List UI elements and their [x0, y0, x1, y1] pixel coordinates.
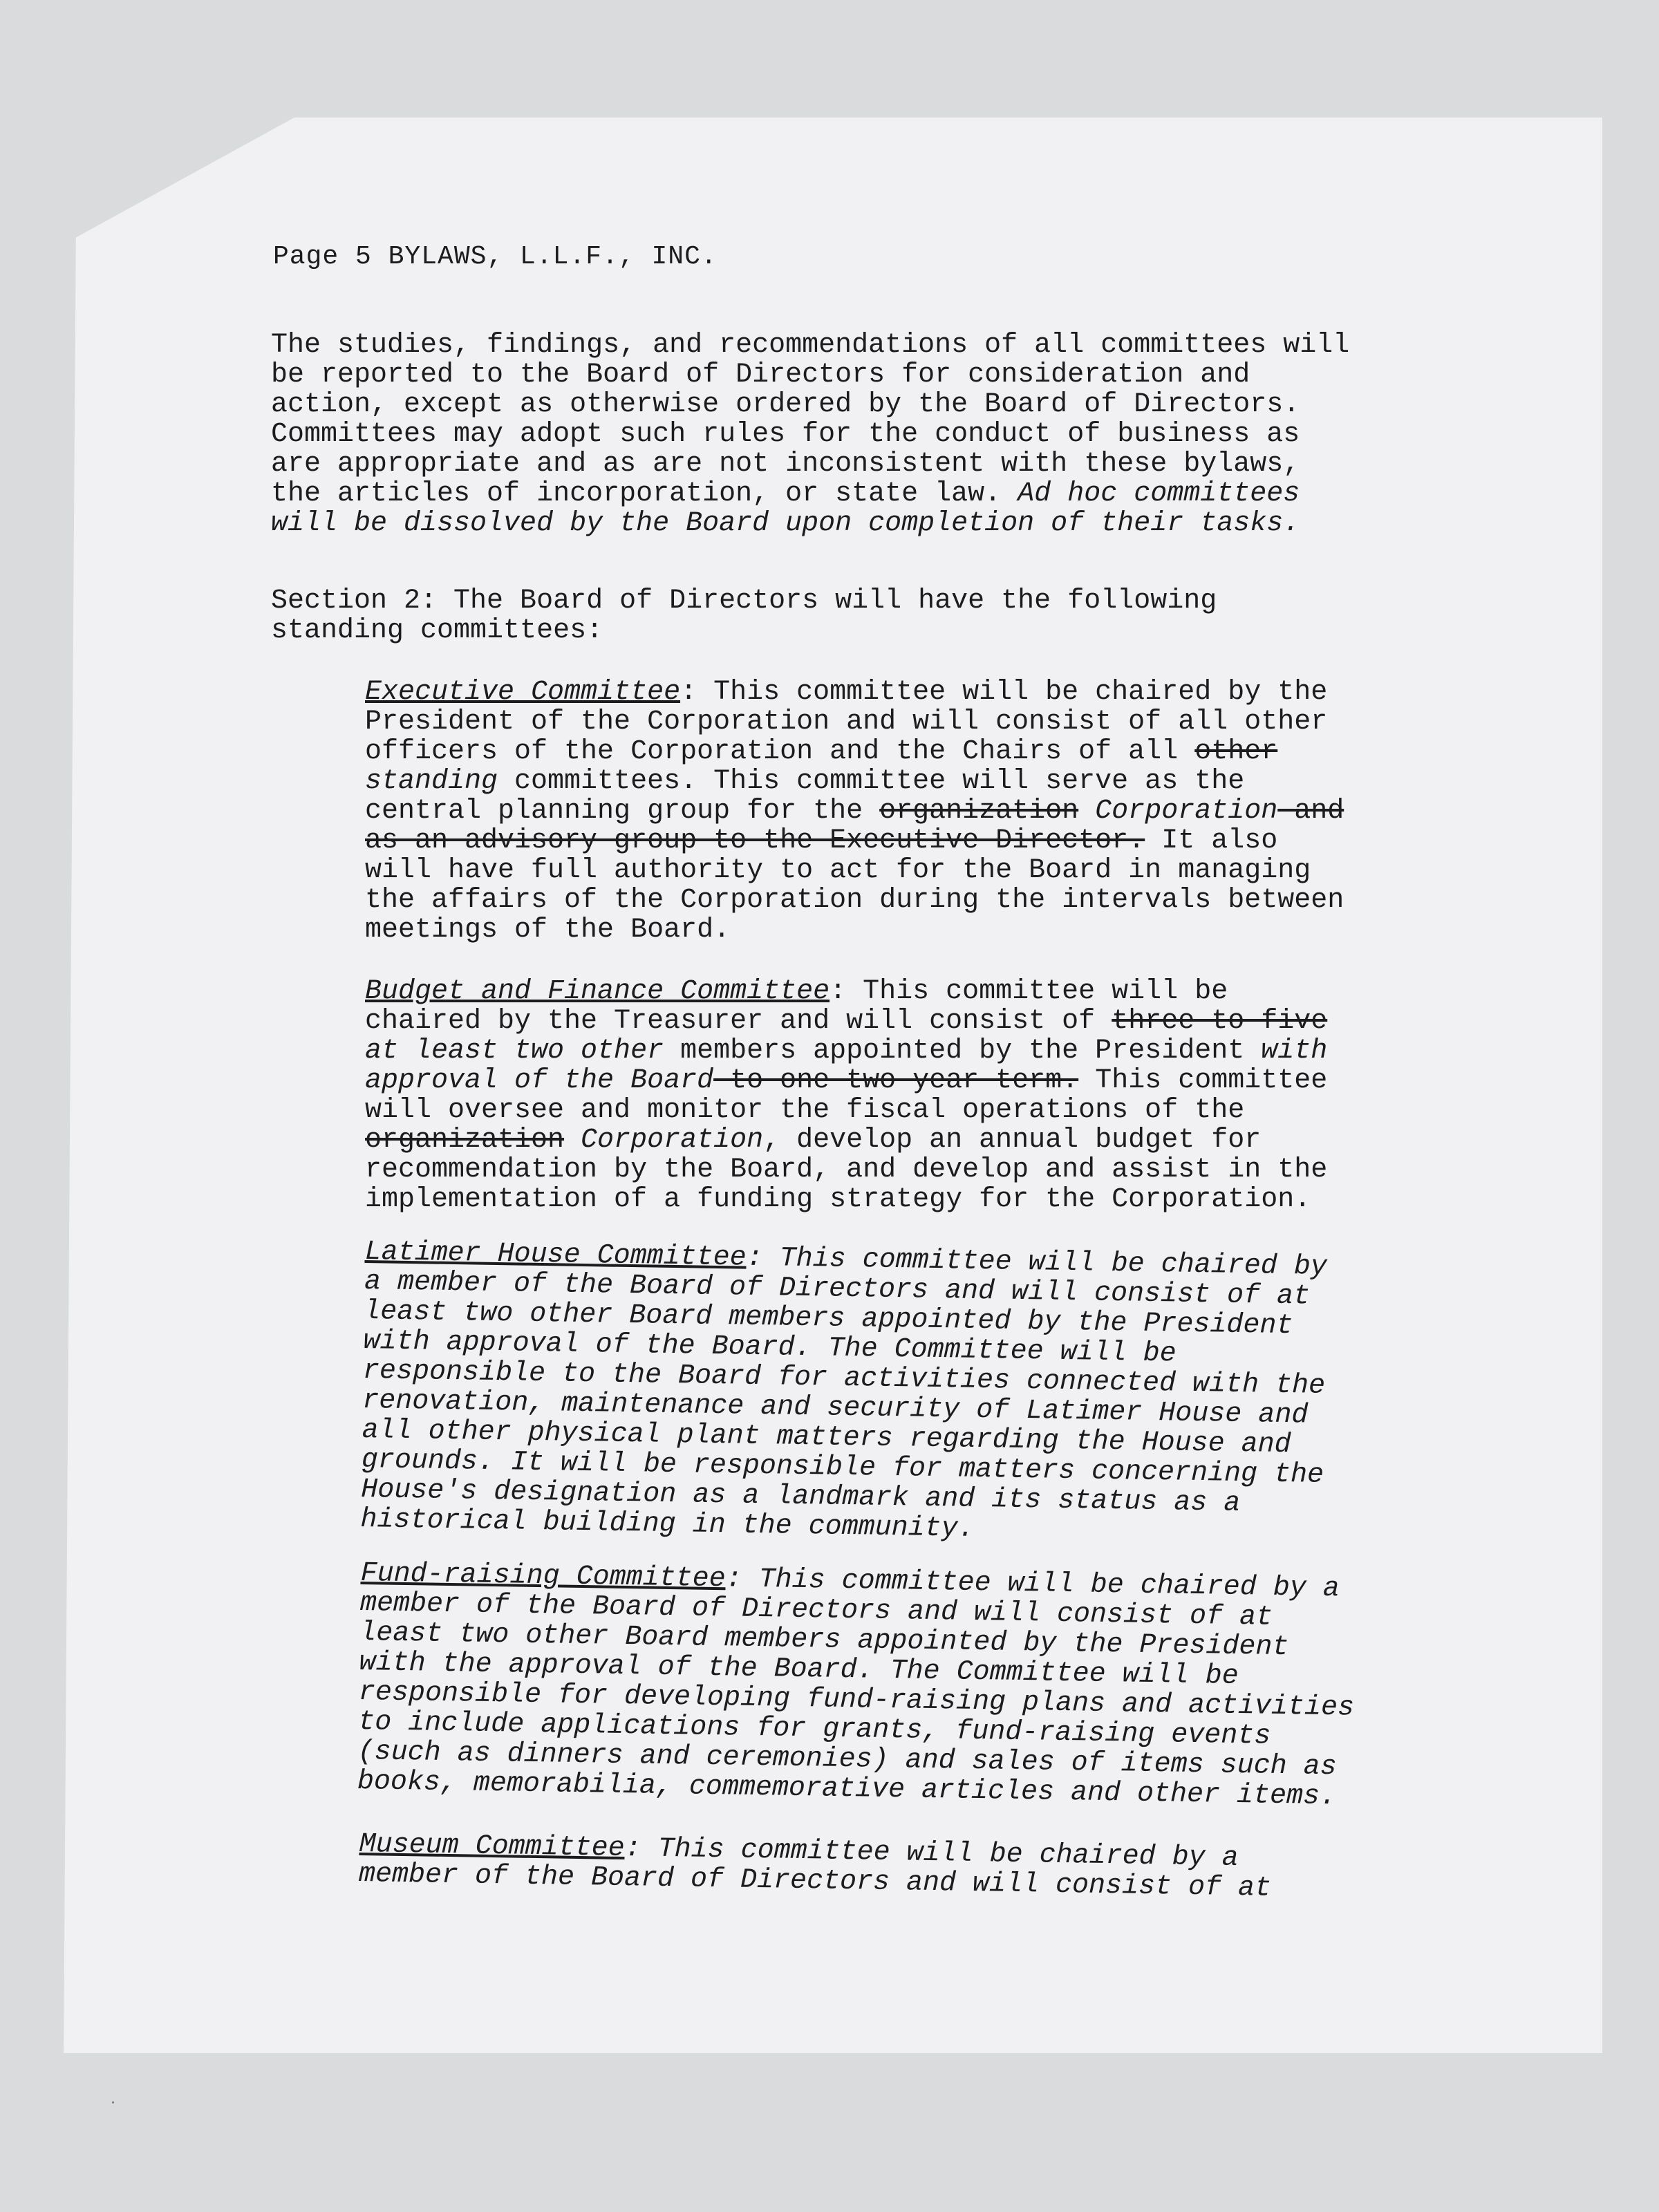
budget-text-4: , develop an annual budget for recommendation by the Board, and develop and assist in the implementation of a funding strategy for the Corporation.	[365, 1125, 1328, 1215]
museum-text: : This committee will be chaired by a member of the Board of Directors and will consist of at	[358, 1833, 1272, 1904]
budget-text-1: : This committee will be chaired by the Treasurer and will consist of	[365, 976, 1228, 1037]
latimer-house-committee-title: Latimer House Committee	[364, 1237, 747, 1274]
executive-text-3: It also will have full authority to act for the Board in managing the affairs of the Corporation during the intervals between meetings of the Board.	[365, 825, 1344, 946]
executive-struck-3: and as an advisory group to the Executive Director.	[365, 796, 1344, 856]
budget-inserted-2: with approval of the Board	[365, 1035, 1328, 1096]
section-2-paragraph: Section 2: The Board of Directors will have the following standing committees:	[271, 585, 1217, 646]
executive-struck-1: other	[1194, 736, 1278, 767]
executive-inserted-1: standing	[365, 766, 498, 797]
executive-text-2: committees. This committee will serve as the central planning group for the	[365, 766, 1245, 827]
executive-struck-2: organization	[879, 796, 1079, 827]
museum-committee-title: Museum Committee	[359, 1829, 626, 1865]
executive-committee-paragraph	[365, 677, 1443, 945]
budget-inserted-3: Corporation	[564, 1125, 764, 1156]
executive-text-1: : This committee will be chaired by the President of the Corporation and will consist of all other officers of the Corporation and the Chairs of all	[365, 677, 1328, 767]
budget-committee-paragraph	[365, 977, 1443, 1215]
budget-struck-3: organization	[365, 1125, 565, 1156]
page-header: Page 5 BYLAWS, L.L.F., INC.	[273, 242, 718, 272]
budget-text-2: members appointed by the President	[664, 1035, 1262, 1067]
executive-committee-title: Executive Committee	[365, 677, 681, 708]
latimer-text: : This committee will be chaired by a member of the Board of Directors and will consist of at least two other Board members appointed by the President with approval of the Board. The Committee will be responsible to the Board for activities connected with the renovation, maintenance and security of Latimer House and all other physical plant matters regarding the House and grounds. It will be responsible for matters concerning the House's designation as a landmark and its status as a historical building in the community.	[360, 1242, 1328, 1545]
executive-inserted-2: Corporation	[1078, 796, 1278, 827]
budget-text-3: This committee will oversee and monitor the fiscal operations of the	[365, 1065, 1328, 1126]
latimer-house-committee-paragraph	[360, 1237, 1443, 1551]
budget-struck-2: to one two-year term.	[713, 1065, 1079, 1096]
intro-text: The studies, findings, and recommendations of all committees will be reported to the Board of Directors for consideration and action, except as otherwise ordered by the Board of Directors. Committees may adopt such rules for the conduct of business as are appropriate and as are not inconsistent with these bylaws, the articles of incorporation, or state law.	[271, 330, 1350, 509]
fund-raising-committee-paragraph	[357, 1559, 1439, 1813]
dust-speck	[112, 2101, 114, 2103]
intro-paragraph	[271, 330, 1460, 538]
budget-struck-1: three to five	[1112, 1006, 1328, 1037]
fund-raising-committee-title: Fund-raising Committee	[360, 1558, 727, 1595]
fund-raising-text: : This committee will be chaired by a member of the Board of Directors and will consist of at least two other Board members appointed by the President with the approval of the Board. The Committee will be responsible for developing fund-raising plans and activities to include applications for grants, fund-raising events (such as dinners and ceremonies) and sales of items such as books, memorabilia, commemorative articles and other items.	[357, 1564, 1355, 1813]
budget-committee-title: Budget and Finance Committee	[365, 976, 830, 1007]
intro-italic-text: Ad hoc committees will be dissolved by the Board upon completion of their tasks.	[271, 478, 1300, 539]
budget-inserted-1: at least two other	[365, 1035, 664, 1067]
